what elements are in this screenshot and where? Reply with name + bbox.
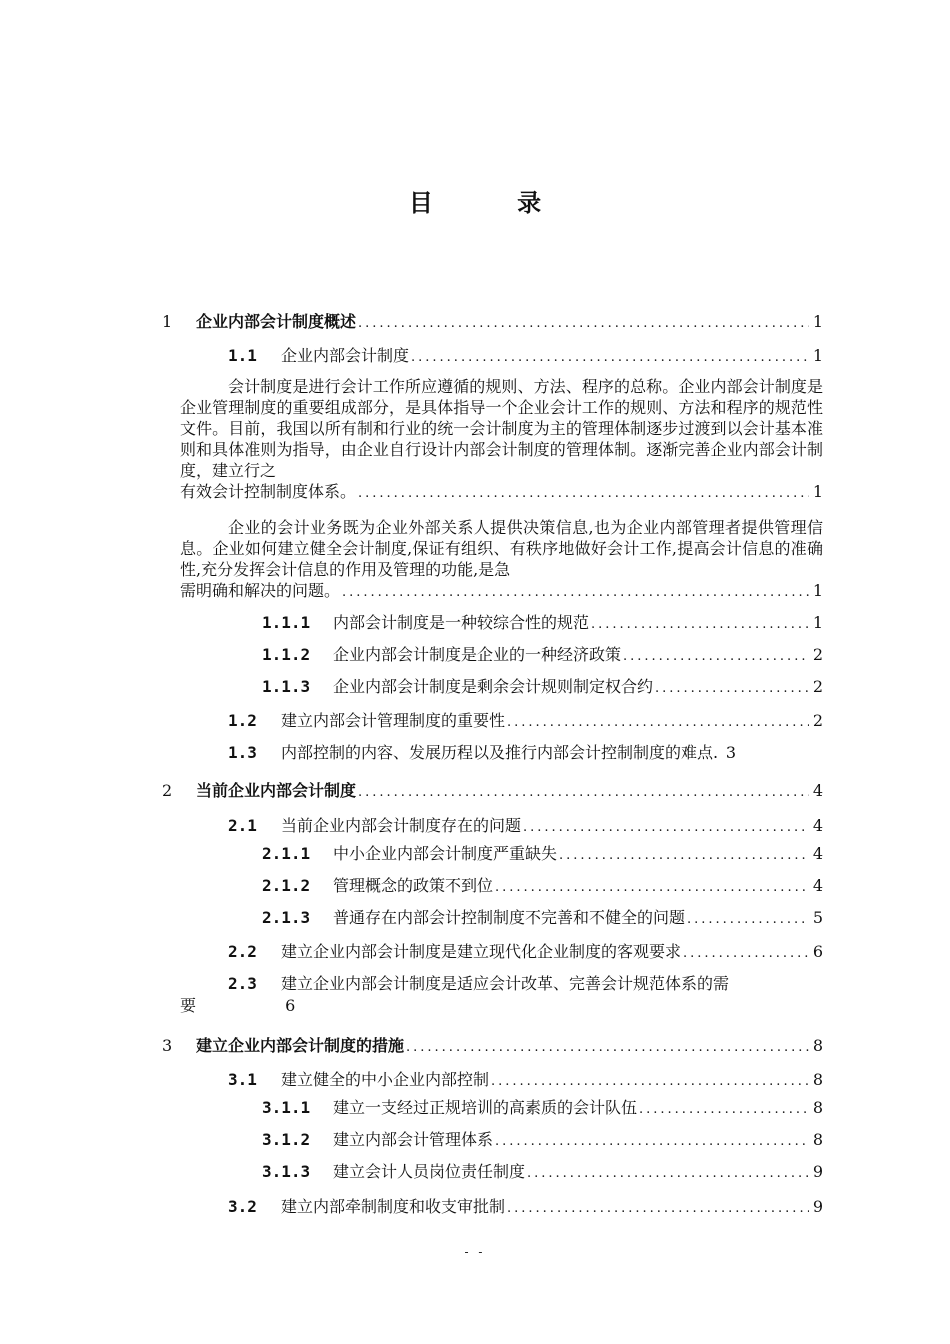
paragraph-text: 会计制度是进行会计工作所应遵循的规则、方法、程序的总称。企业内部会计制度是企业管理制度的重要组成部分，是具体指导一个企业会计工作的规则、方法和程序的规范性文件。目前，我国以所有制和行业的统一会计制度为主的管理体制逐步过渡到以会计基本准则和具体准则为指导，由企业自行设计内部会计制度的管理体制。逐渐完善企业内部会计制度，建立行之 (180, 377, 823, 480)
toc-leader (358, 313, 809, 335)
toc-entry-chapter-3[interactable] (162, 1035, 823, 1057)
toc-entry-2-1-2[interactable] (262, 875, 823, 897)
toc-leader (411, 347, 809, 369)
toc-entry-3-2[interactable] (228, 1196, 823, 1218)
toc-title: 建立企业内部会计制度是适应会计改革、完善会计规范体系的需 (281, 974, 730, 993)
toc-number: 2.1.1 (262, 844, 311, 863)
toc-page-number: 2 (812, 711, 823, 730)
toc-leader (507, 712, 809, 734)
toc-title: 建立企业内部会计制度是建立现代化企业制度的客观要求 (281, 942, 682, 961)
toc-number: 1.1.3 (262, 677, 311, 696)
toc-number: 2.3 (228, 974, 257, 993)
toc-entry-1-2[interactable] (228, 710, 823, 732)
toc-entry-chapter-1[interactable] (162, 311, 823, 333)
toc-number: 3.1.3 (262, 1162, 311, 1181)
toc-entry-1-1-2[interactable] (262, 644, 823, 666)
toc-number: 1.1.2 (262, 645, 311, 664)
toc-title: 建立企业内部会计制度的措施 (196, 1036, 405, 1055)
toc-title: 当前企业内部会计制度 (196, 781, 357, 800)
toc-page-number: 6 (812, 942, 823, 961)
toc-number: 1.1.1 (262, 613, 311, 632)
page-title: 目 录 (408, 189, 580, 217)
toc-number: 1.2 (228, 711, 257, 730)
toc-title: 建立健全的中小企业内部控制 (281, 1070, 490, 1089)
toc-number: 2.2 (228, 942, 257, 961)
toc-leader (687, 909, 809, 931)
toc-page-number: 1 (812, 312, 823, 331)
toc-entry-2-3[interactable] (180, 973, 823, 1017)
toc-page-number: 6 (285, 996, 296, 1015)
toc-page-number: 8 (812, 1036, 823, 1055)
toc-leader (406, 1037, 809, 1059)
toc-entry-chapter-2[interactable] (162, 780, 823, 802)
paragraph-tail-text: 有效会计控制制度体系。 (180, 482, 357, 501)
toc-entry-3-1-2[interactable] (262, 1129, 823, 1151)
toc-entry-paragraph-2[interactable] (180, 517, 823, 603)
toc-leader (495, 1131, 809, 1153)
toc-number: 3.2 (228, 1197, 257, 1216)
toc-title: 当前企业内部会计制度存在的问题 (281, 816, 522, 835)
toc-leader (655, 678, 809, 700)
toc-title-continued: 要 (180, 996, 197, 1015)
toc-number: 2.1.3 (262, 908, 311, 927)
toc-number: 1 (162, 312, 173, 331)
toc-leader (523, 817, 809, 839)
toc-page-number: 1 (812, 581, 823, 600)
toc-leader (358, 483, 809, 504)
toc-leader (623, 646, 809, 668)
toc-page-number: 2 (812, 677, 823, 696)
toc-leader (559, 845, 809, 867)
toc-number: 2.1.2 (262, 876, 311, 895)
toc-title: 普通存在内部会计控制制度不完善和不健全的问题 (333, 908, 686, 927)
toc-page-number: 1 (812, 482, 823, 501)
toc-entry-2-2[interactable] (228, 941, 823, 963)
toc-entry-1-3[interactable] (228, 742, 823, 764)
toc-page-number: 4 (812, 816, 823, 835)
toc-leader (683, 943, 809, 965)
toc-number: 1.3 (228, 743, 257, 762)
toc-entry-1-1-3[interactable] (262, 676, 823, 698)
toc-page-number: 3 (725, 743, 737, 762)
toc-title: 企业内部会计制度 (281, 346, 410, 365)
toc-entry-2-1-1[interactable] (262, 843, 823, 865)
toc-page-number: 8 (812, 1098, 823, 1117)
toc-title: 内部会计制度是一种较综合性的规范 (333, 613, 590, 632)
page-footer: - - (464, 1245, 486, 1259)
toc-leader (527, 1163, 809, 1185)
toc-entry-1-1[interactable] (228, 345, 823, 367)
toc-title: 内部控制的内容、发展历程以及推行内部会计控制制度的难点. (281, 743, 719, 762)
toc-number: 3 (162, 1036, 173, 1055)
toc-number: 3.1 (228, 1070, 257, 1089)
toc-page-number: 4 (812, 781, 823, 800)
toc-page-number: 5 (812, 908, 823, 927)
toc-entry-paragraph-1[interactable] (180, 376, 823, 504)
toc-entry-3-1-3[interactable] (262, 1161, 823, 1183)
paragraph-tail-text: 需明确和解决的问题。 (180, 581, 341, 600)
toc-leader (507, 1198, 809, 1220)
toc-page-number: 1 (812, 613, 823, 632)
toc-entry-3-1[interactable] (228, 1069, 823, 1091)
toc-entry-2-1-3[interactable] (262, 907, 823, 929)
toc-title: 企业内部会计制度是剩余会计规则制定权合约 (333, 677, 654, 696)
toc-title: 建立内部会计管理体系 (333, 1130, 494, 1149)
toc-title: 建立内部牵制制度和收支审批制 (281, 1197, 506, 1216)
toc-number: 3.1.1 (262, 1098, 311, 1117)
toc-page-number: 4 (812, 844, 823, 863)
toc-leader (342, 582, 809, 603)
toc-page-number: 4 (812, 876, 823, 895)
toc-leader (495, 877, 809, 899)
toc-entry-2-1[interactable] (228, 815, 823, 837)
toc-title: 建立一支经过正规培训的高素质的会计队伍 (333, 1098, 638, 1117)
toc-title: 企业内部会计制度是企业的一种经济政策 (333, 645, 622, 664)
toc-title: 中小企业内部会计制度严重缺失 (333, 844, 558, 863)
toc-title: 管理概念的政策不到位 (333, 876, 494, 895)
toc-page-number: 8 (812, 1130, 823, 1149)
toc-page-number: 9 (812, 1162, 823, 1181)
toc-entry-3-1-1[interactable] (262, 1097, 823, 1119)
toc-title: 企业内部会计制度概述 (196, 312, 357, 331)
toc-leader (358, 782, 809, 804)
toc-title: 建立会计人员岗位责任制度 (333, 1162, 526, 1181)
toc-leader (591, 614, 809, 636)
toc-leader (491, 1071, 809, 1093)
toc-title: 建立内部会计管理制度的重要性 (281, 711, 506, 730)
toc-number: 2 (162, 781, 173, 800)
toc-entry-1-1-1[interactable] (262, 612, 823, 634)
toc-page-number: 2 (812, 645, 823, 664)
toc-number: 1.1 (228, 346, 257, 365)
toc-page-number: 1 (812, 346, 823, 365)
toc-number: 3.1.2 (262, 1130, 311, 1149)
toc-page-number: 8 (812, 1070, 823, 1089)
toc-number: 2.1 (228, 816, 257, 835)
toc-page-number: 9 (812, 1197, 823, 1216)
toc-leader (639, 1099, 809, 1121)
paragraph-text: 企业的会计业务既为企业外部关系人提供决策信息,也为企业内部管理者提供管理信息。企业如何建立健全会计制度,保证有组织、有秩序地做好会计工作,提高会计信息的准确性,充分发挥会计信息的作用及管理的功能,是急 (180, 518, 823, 579)
